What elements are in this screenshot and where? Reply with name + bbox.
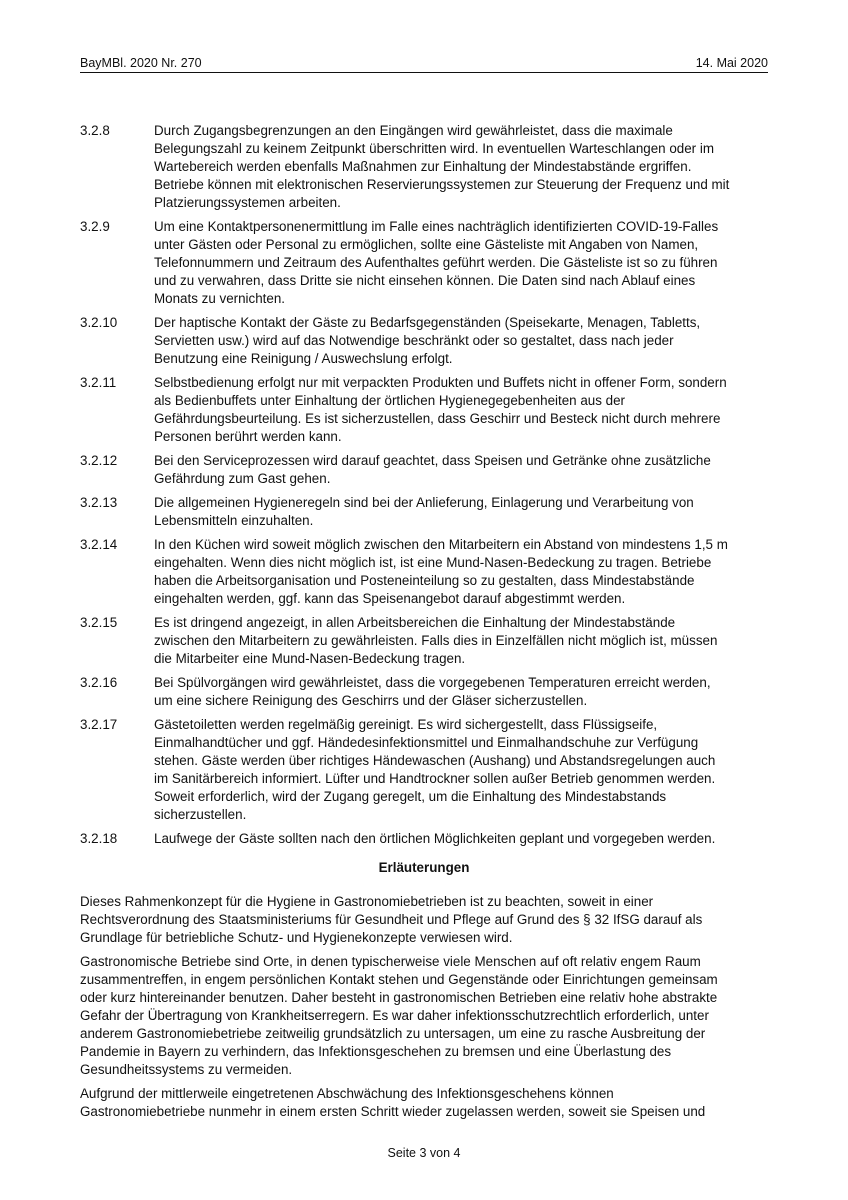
gazette-reference: BayMBl. 2020 Nr. 270 (80, 56, 202, 70)
text-line: Betriebe können mit elektronischen Reservierungssystemen zur Steuerung der Frequenz und mit (154, 177, 730, 192)
text-line: oder kurz hintereinander benutzen. Daher besteht in gastronomischen Betrieben eine relativ hohe abstrakte (80, 990, 718, 1005)
text-line: stehen. Gäste werden über richtiges Händewaschen (Aushang) und Abstandsregelungen auch (154, 753, 716, 768)
item-number: 3.2.13 (80, 495, 118, 510)
numbered-items (80, 122, 780, 854)
item-text (154, 374, 780, 446)
text-line: Bei den Serviceprozessen wird darauf geachtet, dass Speisen und Getränke ohne zusätzliche (154, 453, 711, 468)
text-line: Gefährdungsbeurteilung. Es ist sicherzustellen, dass Geschirr und Besteck nicht durch mehrere (154, 411, 721, 426)
list-item (80, 122, 780, 212)
publication-date: 14. Mai 2020 (695, 56, 768, 70)
text-line: anderem Gastronomiebetriebe zeitweilig grundsätzlich zu untersagen, um eine zu rasche Ausbreitung der (80, 1026, 706, 1041)
list-item (80, 614, 780, 668)
text-line: Es ist dringend angezeigt, in allen Arbeitsbereichen die Einhaltung der Mindestabstände (154, 615, 676, 630)
item-number: 3.2.17 (80, 717, 118, 732)
item-number: 3.2.14 (80, 537, 118, 552)
text-line: Gästetoiletten werden regelmäßig gereinigt. Es wird sichergestellt, dass Flüssigseife, (154, 717, 658, 732)
text-line: unter Gästen oder Personal zu ermöglichen, sollte eine Gästeliste mit Angaben von Namen, (154, 237, 699, 252)
page-header (80, 55, 768, 73)
text-line: Gefährdung zum Gast gehen. (154, 471, 331, 486)
text-line: um eine sichere Reinigung des Geschirrs und der Gläser sicherzustellen. (154, 693, 588, 708)
text-line: Rechtsverordnung des Staatsministeriums für Gesundheit und Pflege auf Grund des § 32 IfSG darauf als (80, 912, 703, 927)
list-item (80, 218, 780, 308)
item-text (154, 452, 780, 488)
section-heading: Erläuterungen (378, 860, 470, 875)
paragraph (80, 1085, 780, 1121)
text-line: Monats zu vernichten. (154, 291, 285, 306)
item-text (154, 314, 780, 368)
list-item (80, 374, 780, 446)
item-text (154, 674, 780, 710)
paragraph (80, 953, 780, 1079)
text-line: Der haptische Kontakt der Gäste zu Bedarfsgegenständen (Speisekarte, Menagen, Tabletts, (154, 315, 701, 330)
text-line: Pandemie in Bayern zu verhindern, das Infektionsgeschehen zu bremsen und eine Überlastung des (80, 1044, 672, 1059)
text-line: Dieses Rahmenkonzept für die Hygiene in Gastronomiebetrieben ist zu beachten, soweit in einer (80, 894, 654, 909)
paragraph (80, 893, 780, 947)
text-line: Gastronomiebetriebe nunmehr in einem ersten Schritt wieder zugelassen werden, soweit sie Speisen und (80, 1104, 706, 1119)
item-text (154, 716, 780, 824)
text-line: Gesundheitssystems zu vermeiden. (80, 1062, 293, 1077)
text-line: Durch Zugangsbegrenzungen an den Eingängen wird gewährleistet, dass die maximale (154, 123, 673, 138)
text-line: Die allgemeinen Hygieneregeln sind bei der Anlieferung, Einlagerung und Verarbeitung von (154, 495, 694, 510)
text-line: Servietten usw.) wird auf das Notwendige beschränkt oder so gestaltet, dass nach jeder (154, 333, 674, 348)
text-line: Um eine Kontaktpersonenermittlung im Falle eines nachträglich identifizierten COVID-19-Falles (154, 219, 719, 234)
text-line: Personen berührt werden kann. (154, 429, 342, 444)
text-line: Telefonnummern und Zeitraum des Aufenthaltes geführt werden. Die Gästeliste ist so zu führen (154, 255, 718, 270)
item-text (154, 218, 780, 308)
item-text (154, 830, 780, 848)
text-line: Selbstbedienung erfolgt nur mit verpackten Produkten und Buffets nicht in offener Form, sondern (154, 375, 727, 390)
text-line: als Bedienbuffets unter Einhaltung der örtlichen Hygienegegebenheiten aus der (154, 393, 625, 408)
item-text (154, 614, 780, 668)
list-item (80, 314, 780, 368)
text-line: zwischen den Mitarbeitern zu gewährleisten. Falls dies in Einzelfällen nicht möglich ist, müssen (154, 633, 718, 648)
item-number: 3.2.18 (80, 831, 118, 846)
text-line: im Sanitärbereich informiert. Lüfter und Handtrockner sollen außer Betrieb genommen werden. (154, 771, 716, 786)
item-text (154, 536, 780, 608)
text-line: In den Küchen wird soweit möglich zwischen den Mitarbeitern ein Abstand von mindestens 1,5 m (154, 537, 728, 552)
item-text (154, 122, 780, 212)
text-line: Gastronomische Betriebe sind Orte, in denen typischerweise viele Menschen auf oft relativ engem Raum (80, 954, 701, 969)
page-number: Seite 3 von 4 (387, 1146, 461, 1160)
text-line: Aufgrund der mittlerweile eingetretenen Abschwächung des Infektionsgeschehens können (80, 1086, 614, 1101)
explanation-paragraphs (80, 893, 780, 1127)
text-line: eingehalten. Wenn dies nicht möglich ist, ist eine Mund-Nasen-Bedeckung zu tragen. Betriebe (154, 555, 712, 570)
text-line: Wartebereich werden ebenfalls Maßnahmen zur Einhaltung der Mindestabstände ergriffen. (154, 159, 692, 174)
text-line: haben die Arbeitsorganisation und Posteneinteilung so zu gestalten, dass Mindestabstände (154, 573, 695, 588)
item-number: 3.2.9 (80, 219, 110, 234)
item-number: 3.2.12 (80, 453, 118, 468)
list-item (80, 452, 780, 488)
text-line: sicherzustellen. (154, 807, 247, 822)
text-line: zusammentreffen, in engem persönlichen Kontakt stehen und Gegenstände oder Einrichtungen gemeinsam (80, 972, 718, 987)
item-number: 3.2.8 (80, 123, 110, 138)
item-number: 3.2.15 (80, 615, 118, 630)
text-line: eingehalten werden, ggf. kann das Speisenangebot darauf abgestimmt werden. (154, 591, 626, 606)
text-line: Grundlage für betriebliche Schutz- und Hygienekonzepte verwiesen wird. (80, 930, 513, 945)
list-item (80, 536, 780, 608)
text-line: Platzierungssystemen arbeiten. (154, 195, 341, 210)
text-line: Benutzung eine Reinigung / Auswechslung erfolgt. (154, 351, 453, 366)
text-line: Bei Spülvorgängen wird gewährleistet, dass die vorgegebenen Temperaturen erreicht werden, (154, 675, 711, 690)
text-line: Belegungszahl zu keinem Zeitpunkt überschritten wird. In eventuellen Warteschlangen oder im (154, 141, 714, 156)
text-line: die Mitarbeiter eine Mund-Nasen-Bedeckung tragen. (154, 651, 466, 666)
item-text (154, 494, 780, 530)
list-item (80, 830, 780, 848)
text-line: Gefahr der Übertragung von Krankheitserregern. Es war daher infektionsschutzrechtlich erforderlich, unter (80, 1008, 709, 1023)
item-number: 3.2.16 (80, 675, 118, 690)
item-number: 3.2.11 (80, 375, 117, 390)
list-item (80, 716, 780, 824)
list-item (80, 674, 780, 710)
text-line: Soweit erforderlich, wird der Zugang geregelt, um die Einhaltung des Mindestabstands (154, 789, 667, 804)
text-line: Lebensmitteln einzuhalten. (154, 513, 314, 528)
text-line: Einmalhandtücher und ggf. Händedesinfektionsmittel und Einmalhandschuhe zur Verfügung (154, 735, 699, 750)
list-item (80, 494, 780, 530)
item-number: 3.2.10 (80, 315, 118, 330)
text-line: und zu verwahren, dass Dritte sie nicht einsehen können. Die Daten sind nach Ablauf eines (154, 273, 696, 288)
text-line: Laufwege der Gäste sollten nach den örtlichen Möglichkeiten geplant und vorgegeben werden. (154, 831, 716, 846)
